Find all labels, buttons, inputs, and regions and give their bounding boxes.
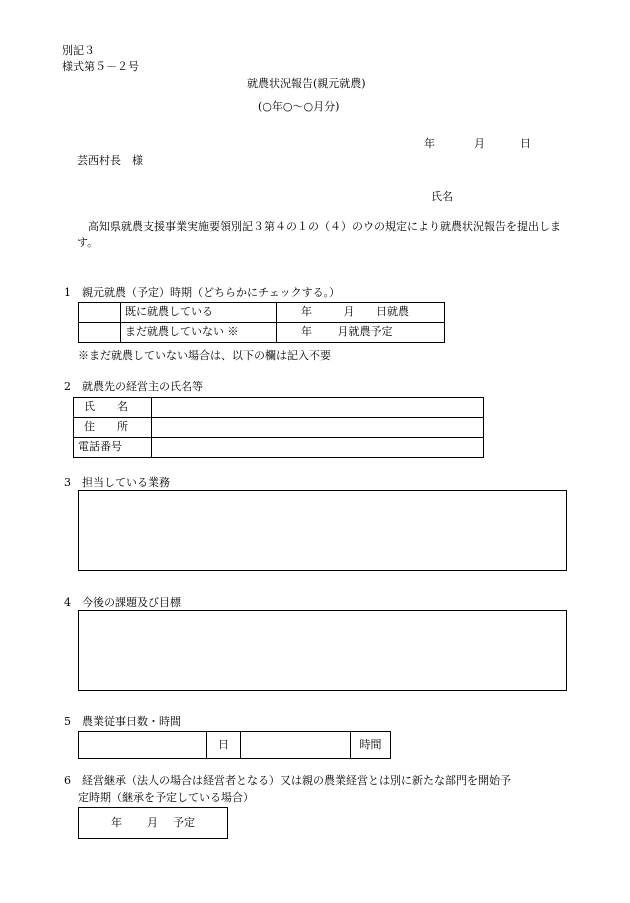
manager-name-field[interactable] — [152, 398, 484, 418]
name-label: 氏名 — [431, 190, 453, 203]
intro-text: 高知県就農支援事業実施要領別記３第４の１の（４）のウの規定により就農状況報告を提出します。 — [77, 220, 561, 249]
table-row — [74, 398, 484, 418]
section3-heading: 3 担当している業務 — [64, 476, 170, 489]
checkbox-not-yet-farming[interactable] — [79, 323, 121, 343]
section4-heading: 4 今後の課題及び目標 — [64, 596, 181, 609]
planned-farming-date[interactable] — [277, 323, 445, 343]
manager-phone-field[interactable] — [152, 438, 484, 458]
date-suffix: 日就農 — [376, 305, 409, 319]
succession-year-label: 年 — [111, 816, 122, 829]
date-day-label: 日 — [520, 137, 531, 150]
form-number: 様式第５－２号 — [62, 60, 139, 73]
work-days-field[interactable] — [79, 732, 207, 759]
report-period: (○年○～○月分) — [258, 100, 340, 113]
addressee: 芸西村長 様 — [77, 154, 143, 167]
checkbox-already-farming[interactable] — [79, 303, 121, 323]
date-year-label: 年 — [424, 137, 435, 150]
date-year-label: 年 — [301, 325, 312, 339]
goals-field[interactable] — [78, 610, 567, 691]
section5-heading: 5 農業従事日数・時間 — [64, 715, 181, 728]
date-month-label: 月 — [474, 137, 485, 150]
section6-heading-line1: 6 経営継承（法人の場合は経営者となる）又は親の農業経営とは別に新たな部門を開始予 — [64, 774, 511, 787]
table-row — [79, 323, 445, 343]
already-farming-label: 既に就農している — [121, 303, 277, 323]
manager-phone-label: 電話番号 — [74, 438, 152, 458]
work-days-hours-table — [78, 731, 391, 759]
section6-heading-line2: 定時期（継承を予定している場合） — [78, 791, 254, 804]
section1-heading: 1 親元就農（予定）時期（どちらかにチェックする。） — [64, 286, 341, 299]
manager-address-field[interactable] — [152, 418, 484, 438]
date-year-label: 年 — [301, 305, 312, 319]
appendix-label: 別記３ — [62, 44, 95, 57]
succession-month-label: 月 — [147, 816, 158, 829]
table-row — [79, 732, 391, 759]
page-title: 就農状況報告(親元就農) — [247, 77, 366, 90]
hours-unit-label: 時間 — [351, 732, 391, 759]
section2-heading: 2 就農先の経営主の氏名等 — [64, 380, 203, 393]
employment-timing-table — [78, 302, 445, 343]
table-row — [74, 438, 484, 458]
manager-address-label: 住 所 — [74, 418, 152, 438]
days-unit-label: 日 — [207, 732, 241, 759]
date-suffix: 月就農予定 — [337, 325, 393, 339]
not-yet-farming-label: まだ就農していない ※ — [121, 323, 277, 343]
succession-date-field[interactable] — [78, 807, 228, 839]
already-farming-date[interactable] — [277, 303, 445, 323]
manager-name-label: 氏 名 — [74, 398, 152, 418]
succession-planned-label: 予定 — [173, 816, 195, 829]
manager-info-table — [73, 397, 484, 458]
section1-note: ※まだ就農していない場合は、以下の欄は記入不要 — [78, 349, 331, 362]
date-month-label: 月 — [343, 305, 355, 319]
table-row — [74, 418, 484, 438]
duties-field[interactable] — [78, 490, 567, 571]
table-row — [79, 303, 445, 323]
work-hours-field[interactable] — [241, 732, 351, 759]
